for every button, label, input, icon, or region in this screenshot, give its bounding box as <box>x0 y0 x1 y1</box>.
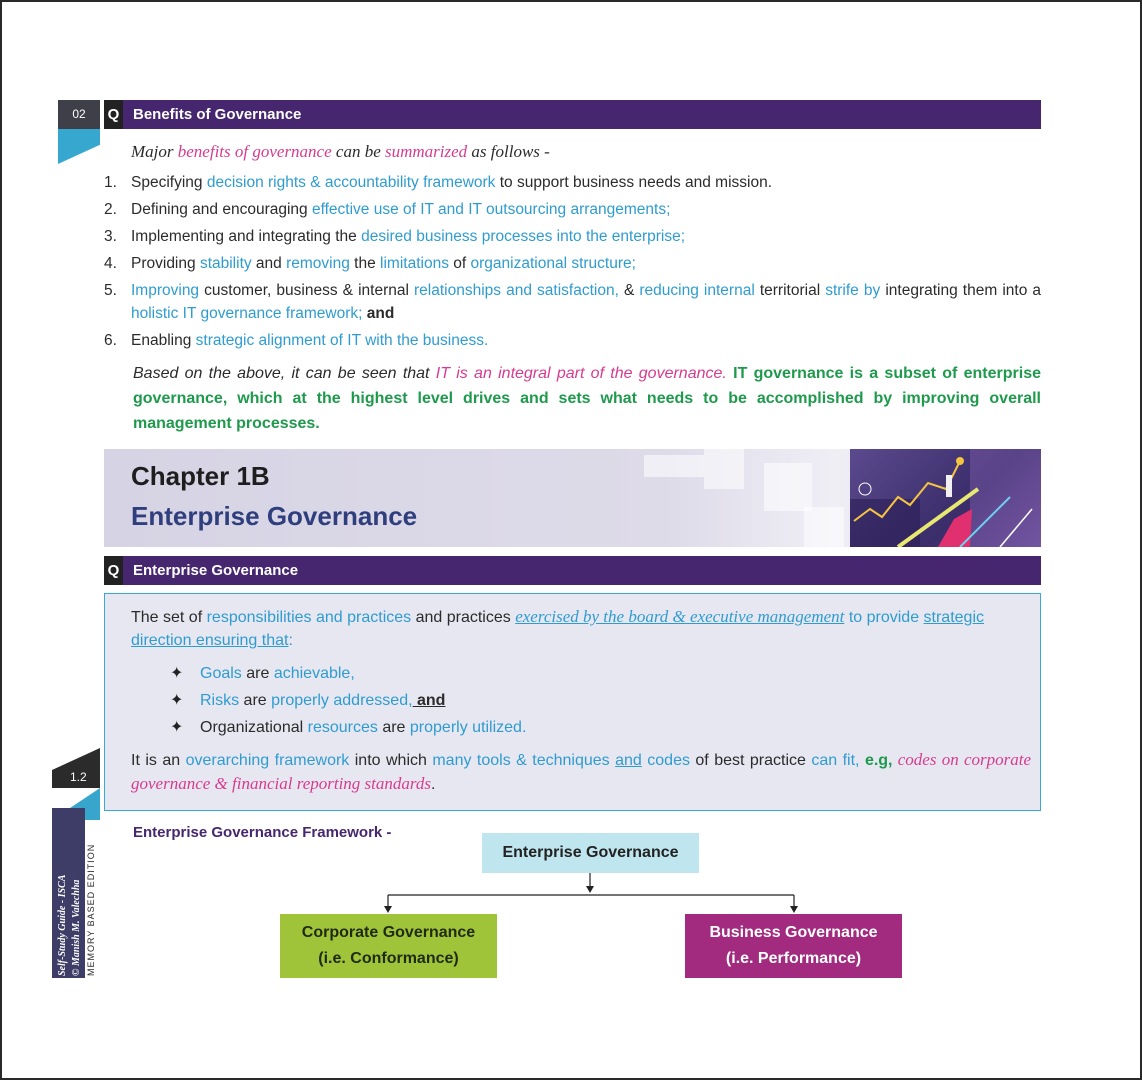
highlight: organizational structure; <box>470 255 636 272</box>
intro-text: Major <box>131 142 174 161</box>
highlight-underlined: exercised by the board & executive management <box>515 607 845 626</box>
conclusion-emphasis: IT governance is a subset of enterprise governance, which at the highest level drives and sets what needs to be accomplished by improving overall management processes. <box>133 365 1041 432</box>
chapter-label: Chapter 1B <box>131 461 270 491</box>
intro-highlight: benefits of governance <box>177 142 332 161</box>
text: into which <box>349 752 433 769</box>
highlight: removing <box>286 255 350 272</box>
section-title: Enterprise Governance <box>133 562 299 579</box>
text: The set of <box>131 609 207 626</box>
highlight: codes on corporate governance & financial reporting standards <box>131 750 1032 793</box>
text: Organizational <box>200 719 308 736</box>
text: to support business needs and mission. <box>495 174 773 191</box>
text: : <box>288 632 293 649</box>
item-number: 4. <box>104 255 117 272</box>
highlight: codes <box>647 752 690 769</box>
highlight-underlined: and <box>615 752 642 769</box>
corporate-governance-box <box>280 914 497 978</box>
conclusion-text: Based on the above, it can be seen that <box>133 365 436 382</box>
highlight: can fit, <box>811 752 860 769</box>
text: the <box>349 255 381 272</box>
guide-title: Self-Study Guide - ISCA <box>57 874 68 976</box>
highlight: stability <box>199 255 252 272</box>
highlight: responsibilities and practices <box>206 609 412 626</box>
q-marker: Q <box>104 556 123 585</box>
page-number: 1.2 <box>70 770 87 784</box>
text: integrating them into a <box>880 282 1042 299</box>
highlight: limitations <box>380 255 449 272</box>
intro-text: can be <box>335 142 381 161</box>
highlight: decision rights & accountability framework <box>206 174 496 191</box>
chapter-title: Enterprise Governance <box>131 501 418 531</box>
item-number: 3. <box>104 228 117 245</box>
text: of best practice <box>689 752 812 769</box>
question-number-tab: 02 <box>58 100 100 129</box>
text: and <box>412 692 446 709</box>
text: and <box>362 305 395 322</box>
star-bullet-icon: ✦ <box>170 719 184 736</box>
text: of <box>448 255 471 272</box>
text: Implementing and integrating the <box>131 228 362 245</box>
text: . <box>431 776 436 793</box>
box-line: Business Governance <box>709 924 878 941</box>
conclusion-highlight: IT is an integral part of the governance. <box>435 365 727 382</box>
item-number: 1. <box>104 174 117 191</box>
text: are <box>241 665 274 682</box>
star-bullet-icon: ✦ <box>170 665 184 682</box>
box-line: (i.e. Performance) <box>725 950 862 967</box>
text: and <box>251 255 287 272</box>
text: are <box>377 719 410 736</box>
highlight: strategic alignment of IT with the business. <box>195 332 489 349</box>
highlight: Risks <box>200 692 240 709</box>
highlight: resources <box>307 719 378 736</box>
star-bullet-icon: ✦ <box>170 692 184 709</box>
highlight: Goals <box>200 665 242 682</box>
author-credit: © Manish M. Valechha <box>71 879 82 976</box>
framework-label: Enterprise Governance Framework - <box>133 824 392 841</box>
text: & <box>618 282 640 299</box>
text: customer, business & internal <box>199 282 414 299</box>
highlight: properly utilized. <box>409 719 527 736</box>
item-number: 2. <box>104 201 117 218</box>
text: Enabling <box>131 332 196 349</box>
text: Providing <box>131 255 200 272</box>
edition-label: MEMORY BASED EDITION <box>86 843 96 976</box>
emphasis: e.g, <box>859 752 893 769</box>
q-marker: Q <box>104 100 123 129</box>
item-number: 6. <box>104 332 117 349</box>
section-title: Benefits of Governance <box>133 106 302 123</box>
highlight: desired business processes into the enterprise; <box>361 228 686 245</box>
highlight: relationships and satisfaction, <box>414 282 619 299</box>
highlight: properly addressed, <box>271 692 413 709</box>
highlight: reducing internal <box>639 282 755 299</box>
box-line: Corporate Governance <box>301 924 476 941</box>
item-number: 5. <box>104 282 117 299</box>
highlight: holistic IT governance framework; <box>131 305 363 322</box>
highlight: Improving <box>131 282 200 299</box>
text: Defining and encouraging <box>131 201 312 218</box>
highlight: strife by <box>825 282 881 299</box>
intro-text: as follows - <box>471 142 550 161</box>
highlight: many tools & techniques <box>432 752 610 769</box>
business-governance-box <box>685 914 902 978</box>
text: are <box>239 692 272 709</box>
text: It is an <box>131 752 186 769</box>
highlight: effective use of IT and IT outsourcing arrangements; <box>311 201 671 218</box>
highlight: achievable, <box>273 665 355 682</box>
text: territorial <box>754 282 826 299</box>
text: to provide <box>844 609 924 626</box>
box-line: (i.e. Conformance) <box>318 950 459 967</box>
enterprise-governance-box: Enterprise Governance <box>482 833 699 873</box>
text: Specifying <box>131 174 207 191</box>
definition-paragraph: The set of responsibilities and practices and practices exercised by the board & executive management to provide strategic direction ensuring that: <box>131 607 984 649</box>
intro-highlight: summarized <box>385 142 468 161</box>
highlight-underlined: strategic direction ensuring that <box>131 609 984 649</box>
highlight: overarching framework <box>185 752 350 769</box>
